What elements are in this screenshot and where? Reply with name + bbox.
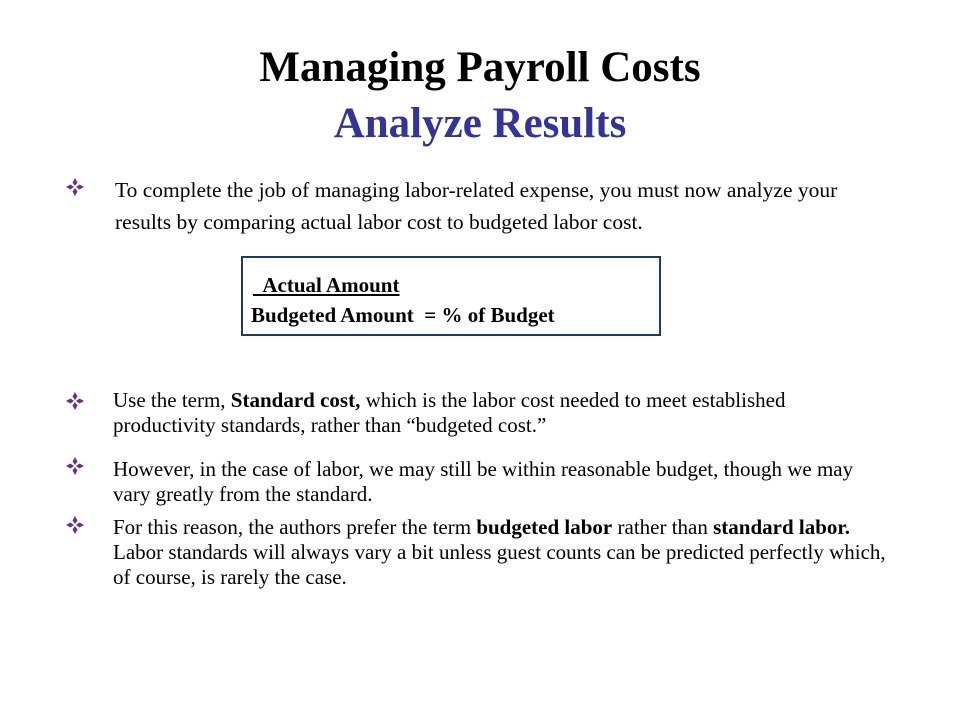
- p2-text-after: which is the labor cost needed to meet established productivity standards, rather than “budgeted cost.”: [113, 388, 786, 437]
- formula-denominator-text: Budgeted Amount: [251, 303, 414, 327]
- four-diamond-star-icon: [66, 392, 84, 410]
- formula-denominator-line: [251, 302, 555, 328]
- formula-numerator: [253, 272, 399, 298]
- formula-box: [241, 256, 661, 336]
- paragraph-budgeted-labor: [113, 515, 893, 590]
- four-diamond-star-icon: [66, 516, 84, 534]
- paragraph-standard-cost: [113, 388, 893, 438]
- slide-subtitle: Analyze Results: [333, 100, 627, 147]
- slide-title: Managing Payroll Costs: [259, 44, 701, 91]
- formula-result-text: = % of Budget: [424, 303, 555, 327]
- p4-bold-budgeted-labor: budgeted labor: [476, 515, 613, 539]
- p4-text-before: For this reason, the authors prefer the term: [113, 515, 477, 539]
- p4-text-after: Labor standards will always vary a bit unless guest counts can be predicted perfectly which, of course, is rarely the case.: [113, 540, 886, 589]
- p4-text-middle: rather than: [612, 515, 714, 539]
- four-diamond-star-icon: [66, 457, 84, 475]
- p2-text-before: Use the term,: [113, 388, 231, 412]
- p4-bold-standard-labor: standard labor.: [713, 515, 851, 539]
- formula-numerator-text: Actual Amount: [262, 273, 400, 297]
- paragraph-budget-variance: However, in the case of labor, we may still be within reasonable budget, though we may vary greatly from the standard.: [113, 457, 854, 506]
- paragraph-intro: To complete the job of managing labor-related expense, you must now analyze your results by comparing actual labor cost to budgeted labor cost.: [115, 178, 838, 234]
- four-diamond-star-icon: [66, 178, 84, 196]
- p2-bold-term: Standard cost,: [230, 388, 361, 412]
